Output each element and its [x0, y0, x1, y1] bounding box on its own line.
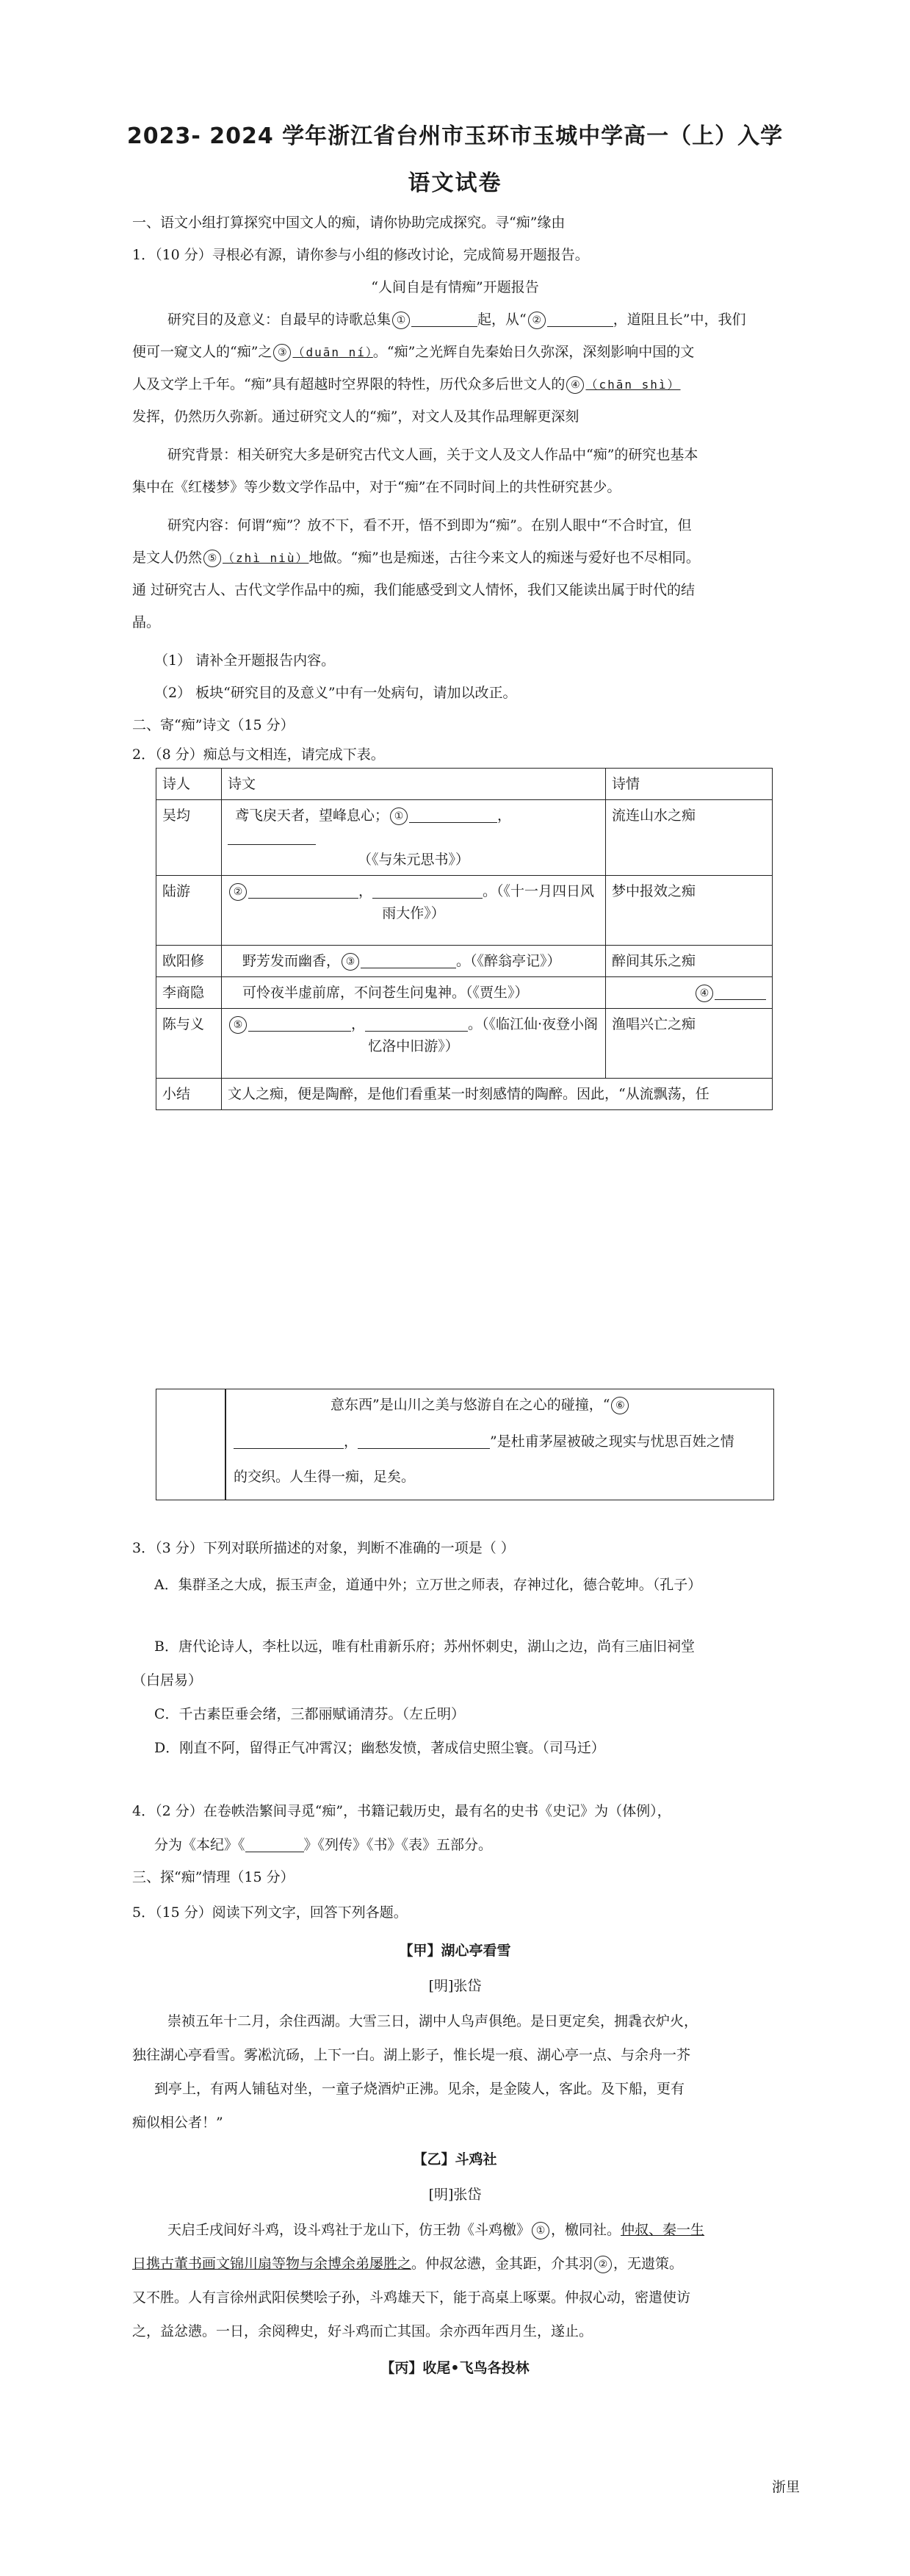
content-line-3: 通 过研究古人、古代文学作品中的痴，我们能感受到文人情怀，我们又能读出属于时代的结: [132, 582, 696, 598]
table-row: [156, 800, 773, 876]
text-cell: ② ， 。（《十一月四日风 雨大作》）: [222, 876, 606, 946]
marker-4: ④: [566, 376, 584, 394]
marker-1: ①: [392, 312, 410, 329]
jia-line-1: 崇祯五年十二月，余住西湖。大雪三日，湖中人鸟声俱绝。是日更定矣，拥毳衣炉火，: [167, 2013, 698, 2029]
table-row: [156, 876, 773, 946]
underlined-sentence-part-2: 日携古董书画文锦川扇等物与余博余弟屡胜之: [132, 2256, 412, 2272]
purpose-line-4: 发挥，仍然历久弥新。通过研究文人的“痴”，对文人及其作品理解更深刻: [132, 409, 579, 425]
q3-option-d: D．刚直不阿，留得正气冲霄汉；幽愁发愤，著成信史照尘寰。（司马迁）: [154, 1740, 605, 1756]
poem-table: [156, 768, 773, 1110]
table-marker-2: ②: [229, 883, 247, 901]
text-cell: 野芳发而幽香， ③ 。（《醉翁亭记》）: [222, 946, 606, 977]
text-cell: 可怜夜半虚前席，不问苍生问鬼神。（《贾生》）: [222, 977, 606, 1009]
poet-cell: 吴均: [156, 800, 222, 876]
table-blank-2b[interactable]: [372, 882, 483, 899]
header-text: 诗文: [222, 769, 606, 800]
jia-line-2: 独往湖心亭看雪。雾凇沆砀，上下一白。湖上影子，惟长堤一痕、湖心亭一点、与余舟一芥: [132, 2047, 691, 2063]
section2-heading: 二、寄“痴”诗文（15 分）: [132, 717, 295, 733]
pinyin-duanni: （duān ní）: [292, 345, 373, 359]
q3-option-a: A．集群圣之大成，振玉声金，道通中外；立万世之师表，存神过化，德合乾坤。（孔子）: [154, 1577, 702, 1593]
emotion-cell: 梦中报效之痴: [606, 876, 773, 946]
yi-line-3: 又不胜。人有言徐州武阳侯樊哙子孙，斗鸡雄天下，能于高桌上啄粟。仲叔心动，密遣使访: [132, 2289, 691, 2306]
pinyin-zhiniu: （zhì niù）: [223, 551, 309, 565]
underlined-sentence-part-1: 仲叔、秦一生: [621, 2222, 705, 2238]
table-marker-6: ⑥: [611, 1397, 629, 1414]
page-footer: 浙里: [771, 2479, 800, 2495]
emotion-cell: 渔唱兴亡之痴: [606, 1009, 773, 1079]
yi-title: 【乙】斗鸡社: [413, 2151, 497, 2167]
purpose-line-3: 人及文学上千年。“痴”具有超越时空界限的特性，历代众多后世文人的 ④ （chān shì）: [132, 376, 681, 392]
q2-intro: 2．（8 分）痴总与文相连，请完成下表。: [132, 746, 385, 763]
emotion-cell: [606, 977, 773, 1009]
poet-cell: 欧阳修: [156, 946, 222, 977]
bing-title: 【丙】收尾•飞鸟各投林: [380, 2360, 530, 2376]
q1-intro: 1．（10 分）寻根必有源，请你参与小组的修改讨论，完成简易开题报告。: [132, 247, 589, 263]
continuation-left-cell: [156, 1389, 226, 1500]
marker-3: ③: [273, 344, 291, 361]
blank-1[interactable]: [411, 310, 477, 327]
poet-cell: 李商隐: [156, 977, 222, 1009]
q3-intro: 3．（3 分）下列对联所描述的对象，判断不准确的一项是（ ）: [132, 1540, 515, 1556]
background-line-2: 集中在《红楼梦》等少数文学作品中，对于“痴”在不同时间上的共性研究甚少。: [132, 479, 621, 495]
continuation-line-2: ， ”是杜甫茅屋被破之现实与忧思百姓之情: [234, 1431, 734, 1453]
table-blank-1a[interactable]: [409, 806, 497, 823]
table-row: [156, 977, 773, 1009]
yi-line-2: 日携古董书画文锦川扇等物与余博余弟屡胜之。仲叔忿懑，金其距，介其羽 ② ，无遗策。: [132, 2256, 684, 2272]
jia-line-3: 到亭上，有两人铺毡对坐，一童子烧酒炉正沸。见余，是金陵人，客此。及下船，更有: [154, 2081, 685, 2097]
q4-line-2: 分为《本纪》《 》《列传》《书》《表》五部分。: [154, 1837, 493, 1853]
table-blank-6b[interactable]: [358, 1432, 490, 1449]
table-row: [156, 946, 773, 977]
q3-option-b-cont: （白居易）: [132, 1672, 203, 1688]
summary-cell: 文人之痴，便是陶醉，是他们看重某一时刻感情的陶醉。因此，“从流飘荡，任: [222, 1079, 773, 1110]
blank-2[interactable]: [547, 310, 613, 327]
header-poet: 诗人: [156, 769, 222, 800]
table-blank-5a[interactable]: [248, 1015, 351, 1032]
table-row: [156, 1009, 773, 1079]
pinyin-chanshi: （chān shì）: [585, 378, 681, 392]
q3-option-c: C．千古素臣垂会绪，三都丽赋诵清芬。（左丘明）: [154, 1706, 466, 1722]
poet-cell: 陆游: [156, 876, 222, 946]
poet-cell: 小结: [156, 1079, 222, 1110]
table-marker-5: ⑤: [229, 1016, 247, 1034]
exam-title-line2: 语文试卷: [408, 170, 502, 196]
text-cell: 鸢飞戾天者，望峰息心； ① ， （《与朱元思书》）: [222, 800, 606, 876]
yi-line-1: 天启壬戌间好斗鸡，设斗鸡社于龙山下，仿王勃《斗鸡檄》 ① ，檄同社。仲叔、秦一生: [167, 2222, 705, 2238]
content-line-1: 研究内容：何谓“痴”？放不下，看不开，悟不到即为“痴”。在别人眼中“不合时宜，但: [167, 517, 692, 533]
q3-option-b: B．唐代论诗人，李杜以远，唯有杜甫新乐府；苏州怀刺史，湖山之边，尚有三庙旧祠堂: [154, 1638, 695, 1655]
note-marker-1: ①: [532, 2222, 549, 2239]
jia-title: 【甲】湖心亭看雪: [399, 1943, 511, 1959]
table-marker-1: ①: [390, 807, 408, 825]
note-marker-2: ②: [594, 2256, 612, 2273]
content-line-4: 晶。: [132, 614, 161, 630]
q5-intro: 5．（15 分）阅读下列文字，回答下列各题。: [132, 1904, 408, 1921]
table-blank-2a[interactable]: [248, 882, 358, 899]
table-row: [156, 1079, 773, 1110]
background-line-1: 研究背景：相关研究大多是研究古代文人画，关于文人及文人作品中“痴”的研究也基本: [167, 447, 698, 463]
q1-sub2: （2） 板块“研究目的及意义”中有一处病句，请加以改正。: [154, 685, 517, 701]
header-emotion: 诗情: [606, 769, 773, 800]
table-blank-6a[interactable]: [234, 1432, 344, 1449]
content-line-2: 是文人仍然 ⑤ （zhì niù）地做。“痴”也是痴迷，古往今来文人的痴迷与爱好也不尽相同。: [132, 550, 700, 566]
q4-blank[interactable]: [245, 1835, 304, 1852]
exam-title-line1: 2023- 2024 学年浙江省台州市玉环市玉城中学高一（上）入学: [126, 123, 784, 149]
table-blank-1b[interactable]: [228, 828, 316, 845]
continuation-line-1: 意东西”是山川之美与悠游自在之心的碰撞，“ ⑥: [331, 1394, 630, 1416]
emotion-cell: 醉间其乐之痴: [606, 946, 773, 977]
jia-author: [明]张岱: [428, 1978, 482, 1994]
purpose-line-2: 便可一窥文人的“痴”之 ③ （duān ní）。“痴”之光辉自先秦始日久弥深，深刻影响中国的文: [132, 344, 695, 360]
emotion-cell: 流连山水之痴: [606, 800, 773, 876]
table-blank-4[interactable]: [715, 983, 766, 1000]
yi-line-4: 之，益忿懑。一日，余阅稗史，好斗鸡而亡其国。余亦西年西月生，遂止。: [132, 2323, 593, 2339]
continuation-line-3: 的交织。人生得一痴，足矣。: [234, 1469, 416, 1485]
marker-5: ⑤: [203, 550, 221, 567]
q1-sub1: （1） 请补全开题报告内容。: [154, 652, 336, 669]
marker-2: ②: [528, 312, 546, 329]
q4-line-1: 4．（2 分）在卷帙浩繁间寻觅“痴”，书籍记载历史，最有名的史书《史记》为（体例），: [132, 1803, 671, 1819]
table-header-row: [156, 769, 773, 800]
yi-author: [明]张岱: [428, 2187, 482, 2203]
table-marker-3: ③: [342, 953, 359, 971]
jia-line-4: 痴似相公者！”: [132, 2115, 223, 2131]
table-blank-3[interactable]: [361, 951, 456, 968]
table-blank-5b[interactable]: [365, 1015, 468, 1032]
text-cell: ⑤ ， 。（《临江仙·夜登小阁 忆洛中旧游》）: [222, 1009, 606, 1079]
section3-heading: 三、探“痴”情理（15 分）: [132, 1869, 295, 1885]
poet-cell: 陈与义: [156, 1009, 222, 1079]
report-title: “人间自是有情痴”开题报告: [371, 279, 539, 295]
table-marker-4: ④: [696, 985, 713, 1002]
purpose-line-1: 研究目的及意义：自最早的诗歌总集 ① 起，从“ ② ，道阻且长”中，我们: [167, 312, 746, 328]
section1-heading: 一、语文小组打算探究中国文人的痴，请你协助完成探究。寻“痴”缘由: [132, 215, 566, 231]
